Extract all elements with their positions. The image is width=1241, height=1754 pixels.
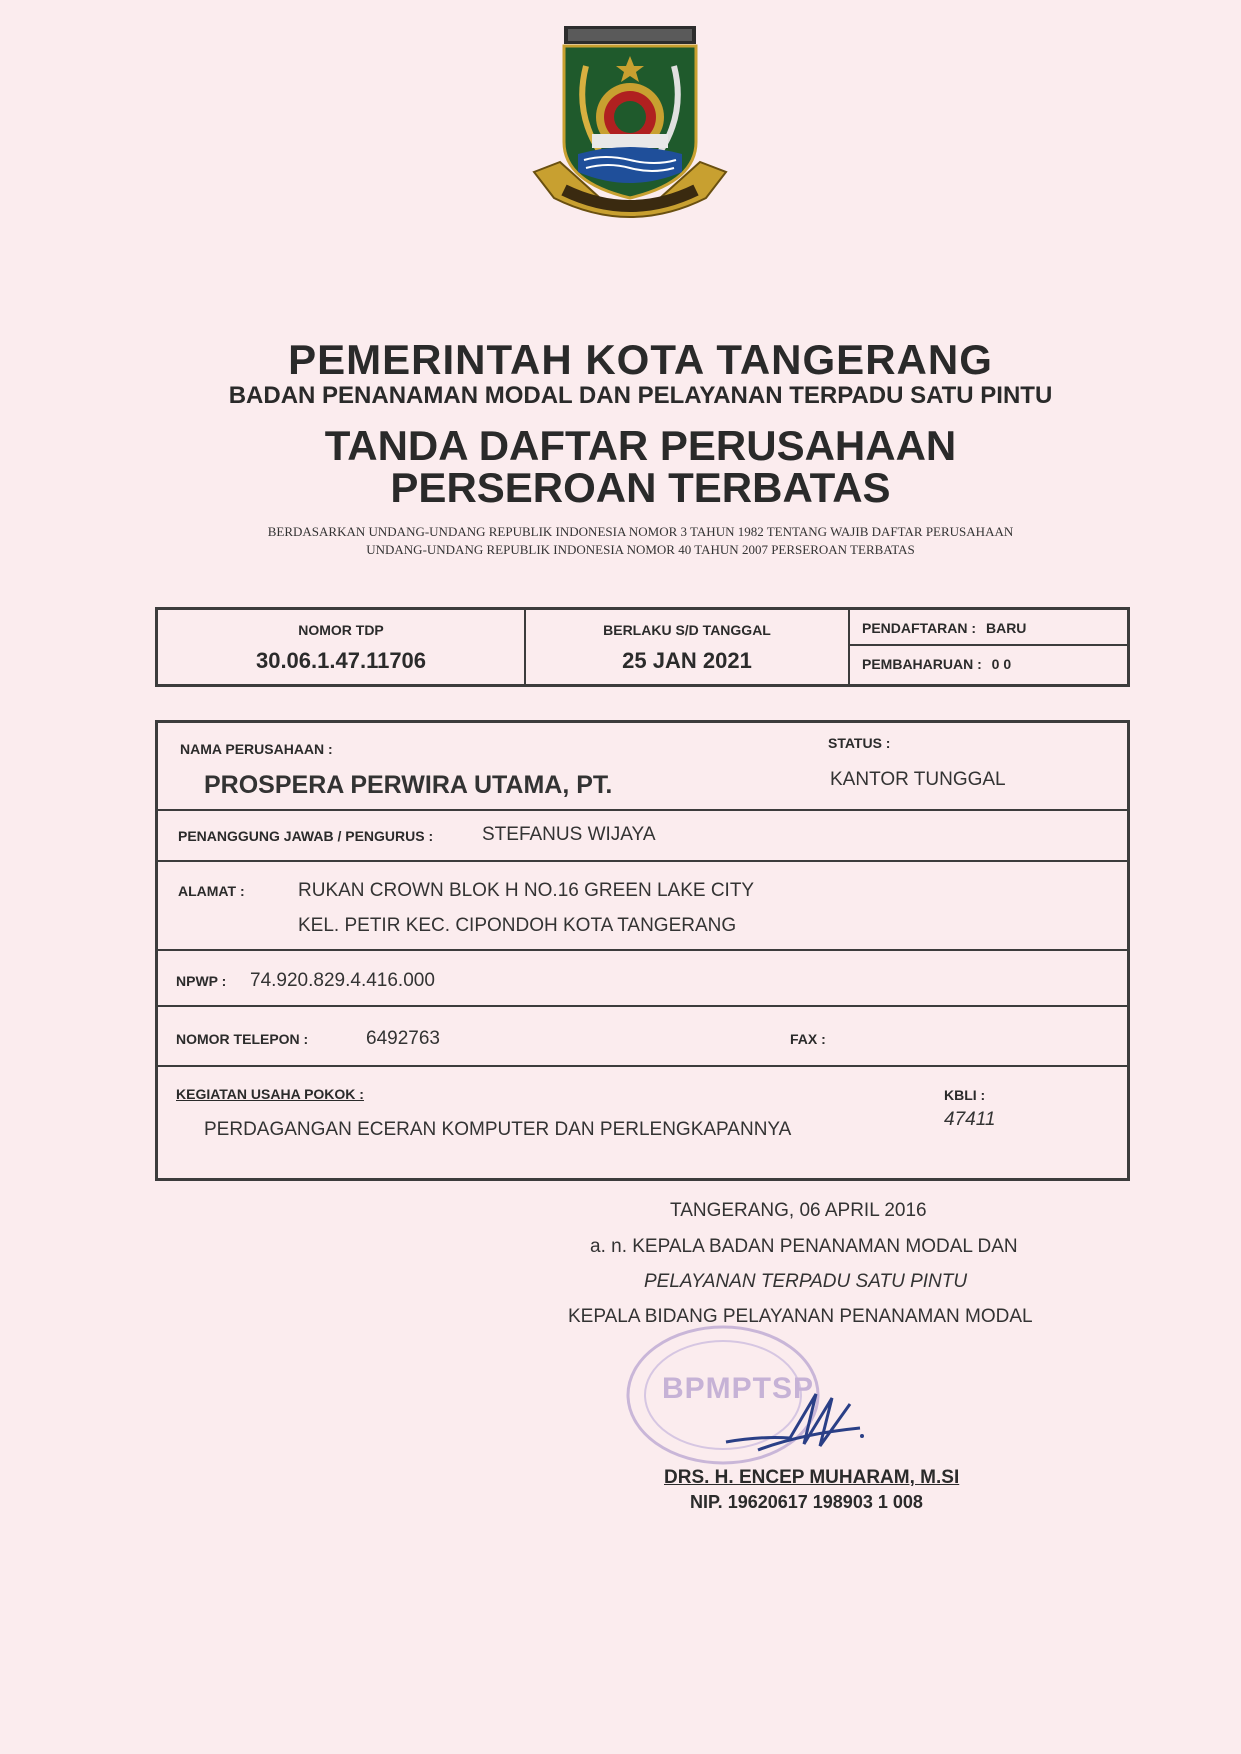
legal-basis (20, 523, 1241, 559)
document-title (20, 422, 1241, 511)
penanggung-jawab-value: STEFANUS WIJAYA (482, 824, 656, 845)
nomor-tdp-value: 30.06.1.47.11706 (255, 648, 427, 673)
signatory-line-3: KEPALA BIDANG PELAYANAN PENANAMAN MODAL (568, 1306, 1033, 1327)
kbli-label: KBLI : (944, 1087, 986, 1103)
company-details-box (155, 720, 1130, 1181)
agency-title: BADAN PENANAMAN MODAL DAN PELAYANAN TERPADU SATU PINTU (228, 382, 1053, 409)
alamat-label: ALAMAT : (178, 883, 245, 899)
kbli-value: 47411 (944, 1109, 996, 1130)
signatory-line-2: PELAYANAN TERPADU SATU PINTU (644, 1271, 968, 1292)
law-line-1: BERDASARKAN UNDANG-UNDANG REPUBLIK INDONESIA NOMOR 3 TAHUN 1982 TENTANG WAJIB DAFTAR PERUSAHAAN (267, 524, 1014, 539)
nama-perusahaan-label: NAMA PERUSAHAAN : (180, 741, 333, 757)
nomor-telepon-value: 6492763 (366, 1028, 440, 1049)
nomor-telepon-label: NOMOR TELEPON : (176, 1031, 309, 1047)
nama-perusahaan-value: PROSPERA PERWIRA UTAMA, PT. (204, 771, 613, 799)
handwritten-signature (720, 1378, 870, 1468)
penanggung-jawab-label: PENANGGUNG JAWAB / PENGURUS : (178, 828, 434, 844)
alamat-line-2: KEL. PETIR KEC. CIPONDOH KOTA TANGERANG (298, 915, 737, 936)
fax-label: FAX : (790, 1031, 826, 1047)
place-date: TANGERANG, 06 APRIL 2016 (670, 1200, 927, 1221)
signatory-name: DRS. H. ENCEP MUHARAM, M.SI (664, 1467, 960, 1488)
signatory-nip: NIP. 19620617 198903 1 008 (690, 1492, 923, 1512)
pendaftaran-value: BARU (985, 620, 1027, 636)
pembaharuan-value: 0 0 (991, 656, 1012, 672)
stamp-text: BPMPTSP (662, 1372, 815, 1405)
status-label: STATUS : (828, 735, 891, 751)
status-value: KANTOR TUNGGAL (830, 769, 1006, 790)
government-title: PEMERINTAH KOTA TANGERANG (288, 336, 993, 383)
kegiatan-usaha-value: PERDAGANGAN ECERAN KOMPUTER DAN PERLENGKAPANNYA (204, 1119, 792, 1140)
npwp-label: NPWP : (176, 973, 227, 989)
signatory-line-1: a. n. KEPALA BADAN PENANAMAN MODAL DAN (590, 1236, 1018, 1257)
npwp-value: 74.920.829.4.416.000 (250, 970, 435, 991)
pembaharuan-field (862, 656, 1011, 672)
document-title-line-1: TANDA DAFTAR PERUSAHAAN (324, 422, 957, 469)
berlaku-label: BERLAKU S/D TANGGAL (603, 622, 771, 638)
berlaku-value: 25 JAN 2021 (622, 648, 752, 673)
nomor-tdp-label: NOMOR TDP (298, 622, 384, 638)
document-title-line-2: PERSEROAN TERBATAS (390, 464, 891, 511)
alamat-line-1: RUKAN CROWN BLOK H NO.16 GREEN LAKE CITY (298, 880, 755, 901)
law-line-2: UNDANG-UNDANG REPUBLIK INDONESIA NOMOR 40 TAHUN 2007 PERSEROAN TERBATAS (366, 542, 915, 557)
registration-box (155, 607, 1130, 687)
pendaftaran-field (862, 620, 1026, 636)
kegiatan-usaha-label: KEGIATAN USAHA POKOK : (176, 1086, 364, 1102)
pendaftaran-label: PENDAFTARAN : (862, 620, 977, 636)
pembaharuan-label: PEMBAHARUAN : (862, 656, 982, 672)
city-emblem (530, 22, 730, 237)
